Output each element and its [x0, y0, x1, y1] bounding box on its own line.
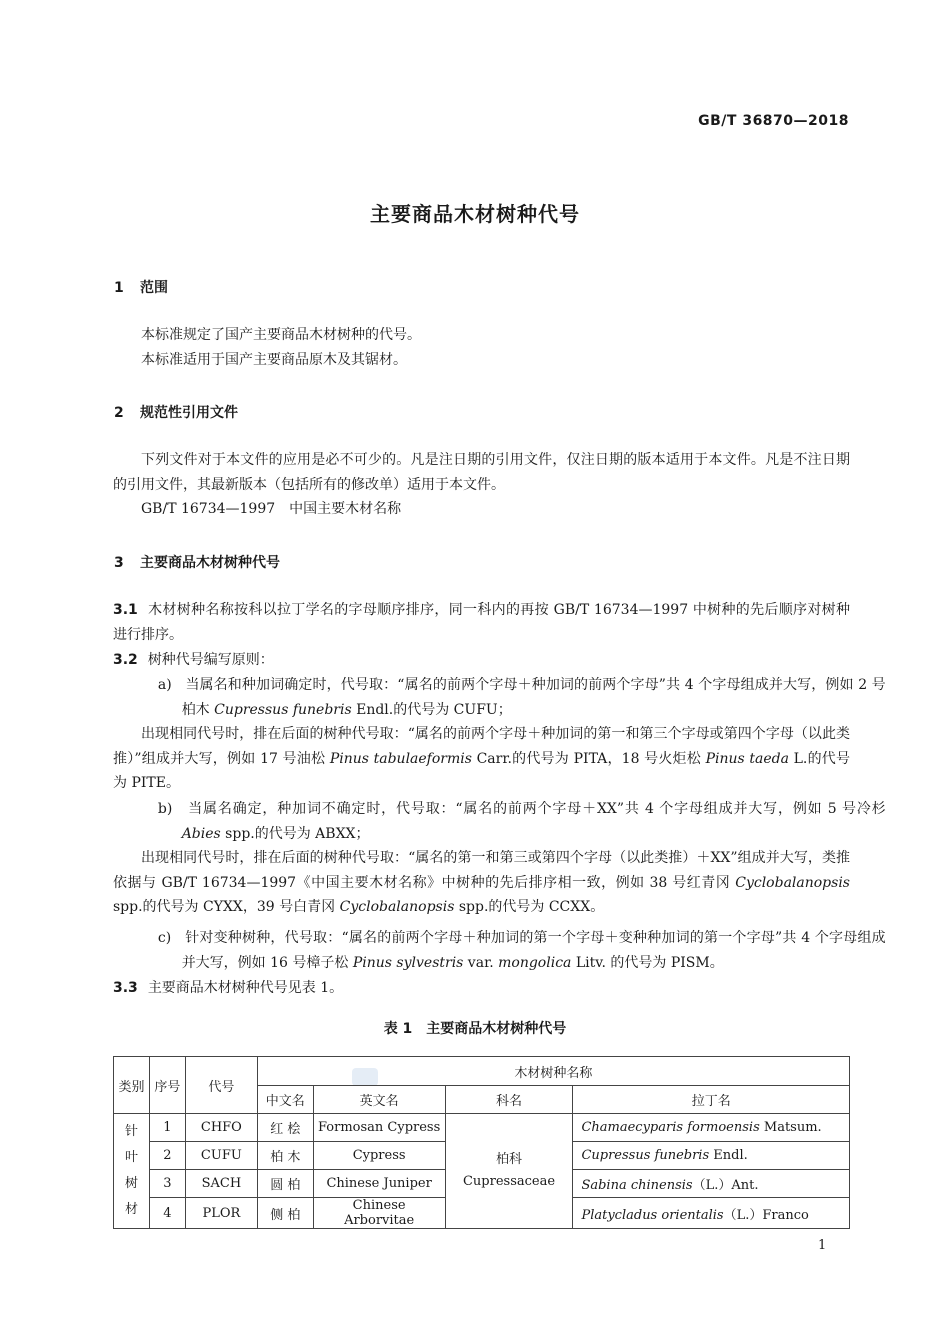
- section-1-number: 1: [114, 280, 124, 296]
- header-code: 代号: [185, 1057, 257, 1114]
- latin-author: Matsum.: [759, 1120, 822, 1135]
- rule-a-more-latin-1: Pinus tabulaeformis: [329, 750, 472, 767]
- rule-b-continuation: [113, 846, 850, 920]
- rule-c-text-1: 针对变种树种，代号取：“属名的前两个字母＋种加词的第一个字母＋变种种加词的第一个字母”共 4 个字母组成并大写，例如 16 号樟子松: [181, 930, 886, 971]
- en-name-cell: Formosan Cypress: [313, 1114, 445, 1142]
- document-title: 主要商品木材树种代号: [370, 202, 580, 226]
- normative-reference: GB/T 16734—1997 中国主要木材名称: [141, 501, 402, 517]
- rule-b: [146, 797, 886, 846]
- header-category: 类别: [114, 1057, 150, 1114]
- rule-a-text-1: 当属名和种加词确定时，代号取：“属名的前两个字母＋种加词的前两个字母”共 4 个字母组成并大写，例如 2 号柏木: [181, 677, 886, 718]
- table-header-row-1: [114, 1057, 850, 1086]
- rule-b-latin: Abies: [181, 825, 221, 842]
- page-number: 1: [818, 1238, 827, 1253]
- clause-3-2-text: 树种代号编写原则：: [147, 652, 274, 668]
- rule-a: [146, 673, 886, 722]
- clause-3-1-text: 木材树种名称按科以拉丁学名的字母顺序排序，同一科内的再按 GB/T 16734—1997 中树种的先后顺序对树种进行排序。: [113, 602, 850, 643]
- rule-c: [146, 926, 886, 975]
- latin-name-cell: [573, 1142, 850, 1170]
- rule-c-latin-2: mongolica: [498, 954, 572, 971]
- header-group: 木材树种名称: [257, 1057, 849, 1086]
- clause-3-2-number: 3.2: [113, 652, 138, 668]
- cn-name-cell: 圆 柏: [257, 1170, 313, 1198]
- code-cell: SACH: [185, 1170, 257, 1198]
- rule-b-text-1: 当属名确定，种加词不确定时，代号取：“属名的前两个字母＋XX”共 4 个字母组成并大写，例如 5 号冷杉: [188, 801, 886, 817]
- code-cell: CUFU: [185, 1142, 257, 1170]
- section-3-title: 主要商品木材树种代号: [140, 555, 280, 571]
- category-cell: 针 叶 树 材: [114, 1114, 150, 1229]
- rule-a-more-3: L.的代号为 PITE。: [113, 750, 850, 791]
- rule-b-more-latin-2: Cyclobalanopsis: [339, 899, 455, 915]
- rule-b-label: b): [157, 801, 173, 817]
- latin-binomial: Platycladus orientalis: [581, 1207, 724, 1223]
- en-name-cell: Cypress: [313, 1142, 445, 1170]
- rule-b-more-latin-1: Cyclobalanopsis: [735, 874, 850, 891]
- rule-b-more-1: 出现相同代号时，排在后面的树种代号取：“属名的第一和第三或第四个字母（以此类推）＋XX”组成并大写，类推依据与 GB/T 16734—1997《中国主要木材名称》中树种的先后排序相一致，例如 38 号红青冈: [113, 850, 850, 891]
- rule-a-latin: Cupressus funebris: [214, 701, 352, 718]
- rule-c-text-2: var.: [463, 954, 499, 971]
- section-2-para-1: 下列文件对于本文件的应用是必不可少的。凡是注日期的引用文件，仅注日期的版本适用于本文件。凡是不注日期的引用文件，其最新版本（包括所有的修改单）适用于本文件。: [113, 452, 850, 493]
- seq-cell: 1: [149, 1114, 185, 1142]
- section-2-number: 2: [114, 405, 124, 421]
- family-latin: Cupressaceae: [462, 1174, 556, 1189]
- latin-binomial: Sabina chinensis: [581, 1178, 693, 1193]
- en-name-cell: Chinese Arborvitae: [313, 1198, 445, 1229]
- rule-c-label: c): [157, 930, 172, 946]
- rule-a-text-2: Endl.的代号为 CUFU；: [351, 701, 512, 718]
- section-1-para-2: 本标准适用于国产主要商品原木及其锯材。: [141, 352, 407, 368]
- rule-b-text-2: spp.的代号为 ABXX；: [220, 825, 370, 842]
- clause-3-2: [113, 648, 850, 673]
- rule-c-latin-1: Pinus sylvestris: [352, 954, 464, 971]
- clause-3-3: [113, 976, 850, 1001]
- latin-author: Endl.: [709, 1148, 748, 1163]
- header-en: 英文名: [313, 1086, 445, 1114]
- seq-cell: 3: [149, 1170, 185, 1198]
- rule-a-more-latin-2: Pinus taeda: [705, 750, 789, 767]
- section-2-title: 规范性引用文件: [140, 405, 238, 421]
- section-1-para-1: 本标准规定了国产主要商品木材树种的代号。: [141, 327, 421, 343]
- seq-cell: 4: [149, 1198, 185, 1229]
- section-3-heading: [114, 552, 280, 572]
- header-latin: 拉丁名: [573, 1086, 850, 1114]
- table-caption: 表 1 主要商品木材树种代号: [383, 1021, 567, 1037]
- cn-name-cell: 侧 柏: [257, 1198, 313, 1229]
- rule-a-more-2: Carr.的代号为 PITA，18 号火炬松: [471, 750, 706, 767]
- code-cell: PLOR: [185, 1198, 257, 1229]
- latin-author: （L.）Ant.: [692, 1178, 759, 1193]
- section-2-heading: [114, 402, 238, 422]
- rule-b-more-2: spp.的代号为 CYXX，39 号白青冈: [113, 899, 340, 915]
- latin-author: （L.）Franco: [723, 1207, 809, 1223]
- rule-a-continuation: [113, 722, 850, 796]
- cn-name-cell: 红 桧: [257, 1114, 313, 1142]
- standard-number: GB/T 36870—2018: [698, 113, 849, 129]
- header-family: 科名: [445, 1086, 573, 1114]
- latin-binomial: Chamaecyparis formoensis: [581, 1120, 760, 1135]
- rule-a-label: a): [157, 677, 172, 693]
- rule-a-more-1: 出现相同代号时，排在后面的树种代号取：“属名的前两个字母＋种加词的第一和第三个字母或第四个字母（以此类推）”组成并大写，例如 17 号油松: [113, 726, 850, 767]
- clause-3-3-number: 3.3: [113, 980, 138, 996]
- latin-name-cell: [573, 1170, 850, 1198]
- latin-name-cell: [573, 1114, 850, 1142]
- clause-3-1: [113, 598, 850, 647]
- section-1-heading: [114, 277, 168, 297]
- cn-name-cell: 柏 木: [257, 1142, 313, 1170]
- code-cell: CHFO: [185, 1114, 257, 1142]
- species-code-table: [113, 1056, 850, 1229]
- seq-cell: 2: [149, 1142, 185, 1170]
- rule-c-text-3: Litv. 的代号为 PISM。: [571, 954, 724, 971]
- clause-3-3-text: 主要商品木材树种代号见表 1。: [147, 980, 344, 996]
- latin-name-cell: [573, 1198, 850, 1229]
- latin-binomial: Cupressus funebris: [581, 1148, 710, 1163]
- family-cn: 柏科: [495, 1152, 522, 1167]
- header-seq: 序号: [149, 1057, 185, 1114]
- clause-3-1-number: 3.1: [113, 602, 138, 618]
- en-name-cell: Chinese Juniper: [313, 1170, 445, 1198]
- family-cell: [445, 1114, 573, 1229]
- table-row: [114, 1114, 850, 1142]
- section-1-title: 范围: [140, 280, 168, 296]
- rule-b-more-3: spp.的代号为 CCXX。: [454, 899, 605, 915]
- header-cn: 中文名: [257, 1086, 313, 1114]
- section-3-number: 3: [114, 555, 124, 571]
